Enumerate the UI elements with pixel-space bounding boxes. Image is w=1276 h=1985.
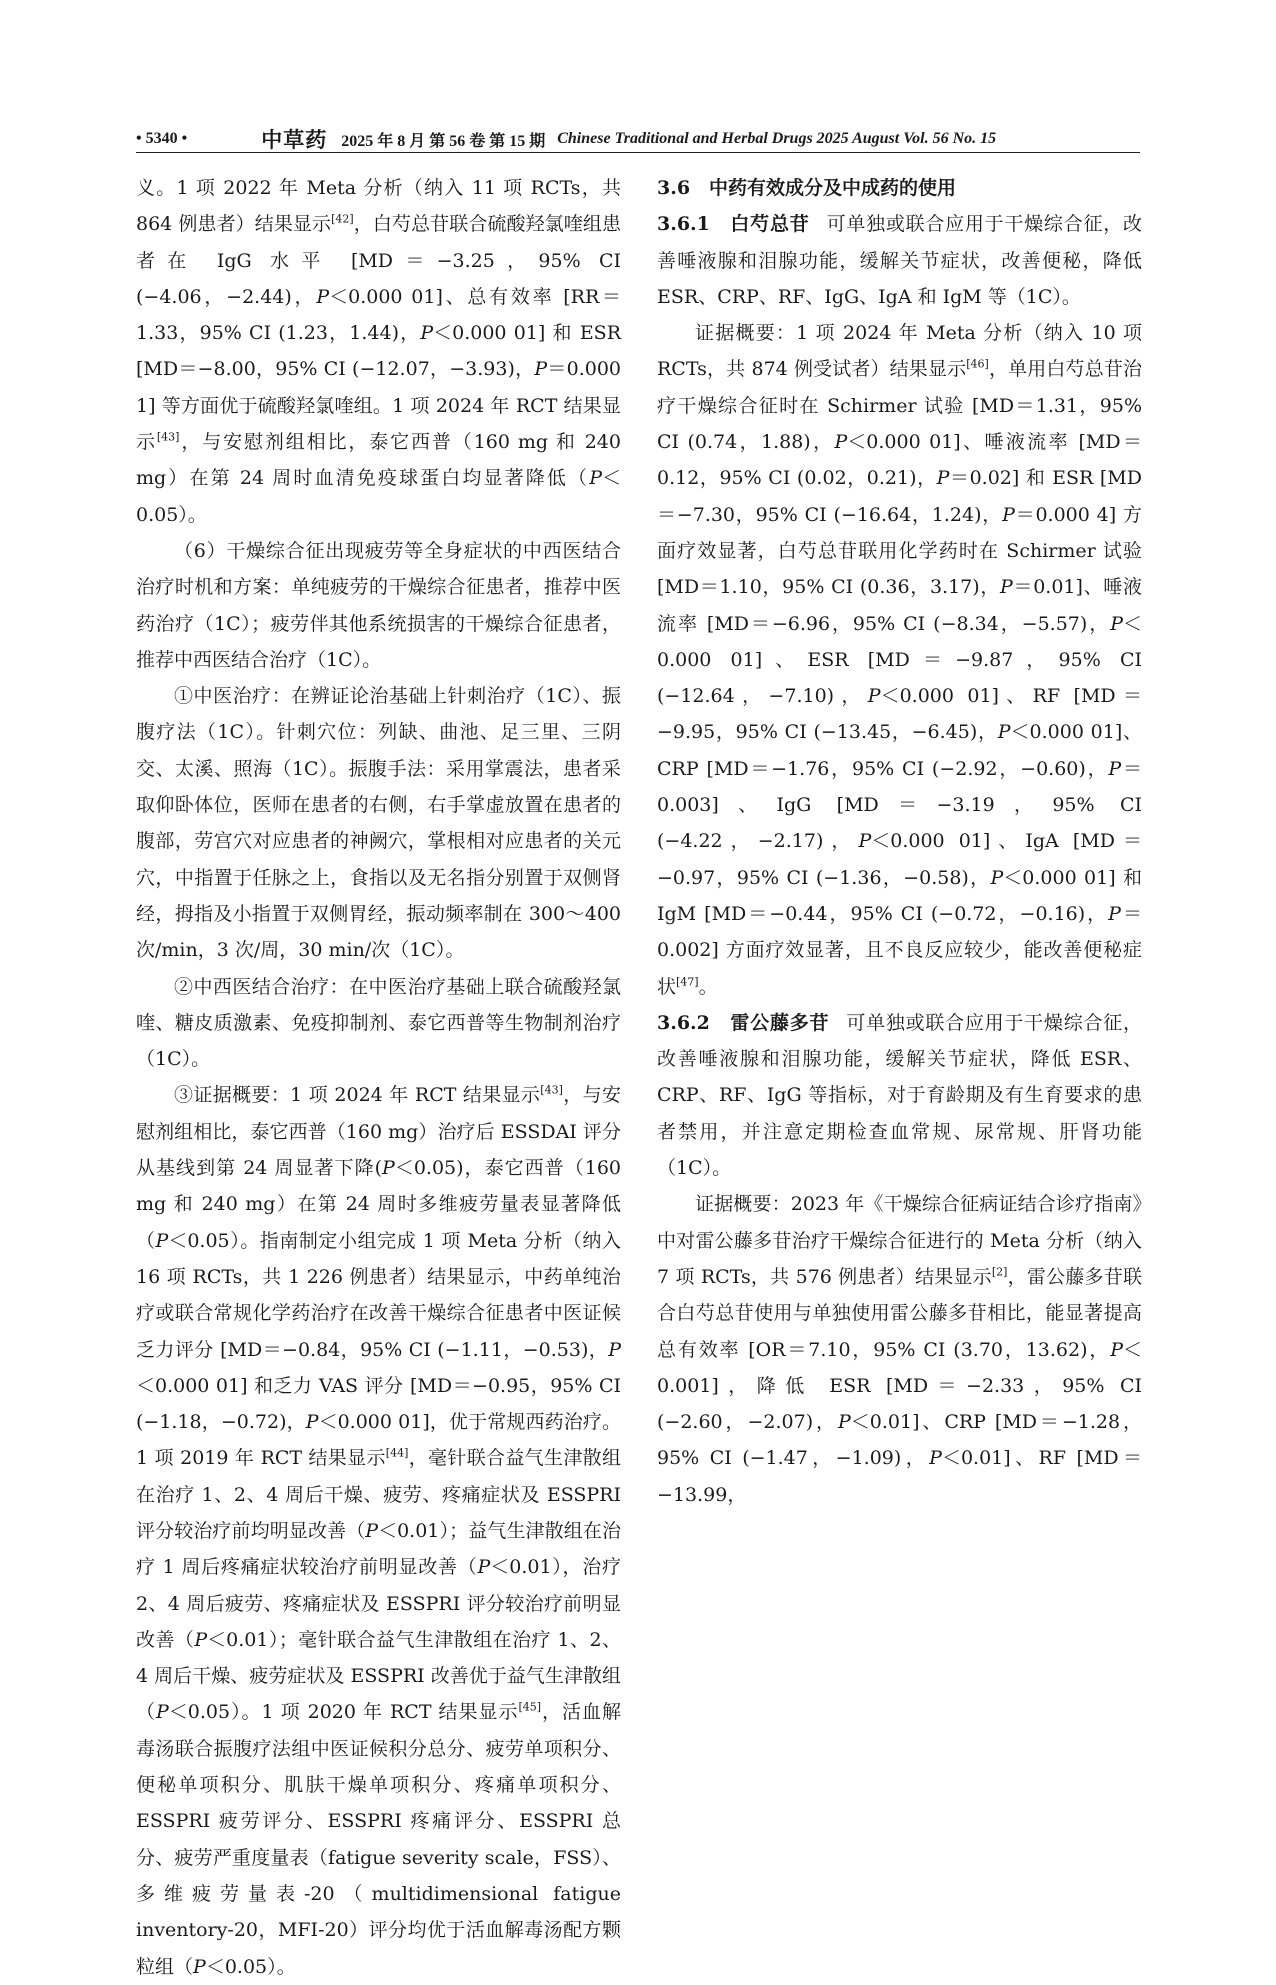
subsection-title: 3.6.2 雷公藤多苷	[657, 1011, 830, 1034]
recommendation-fatigue: （6）干燥综合征出现疲劳等全身症状的中西医结合治疗时机和方案：单纯疲劳的干燥综合征患者，推荐中医药治疗（1C）；疲劳伴其他系统损害的干燥综合征患者，推荐中西医结合治疗（1C）。	[136, 539, 621, 671]
running-header	[136, 126, 1140, 152]
citation-ref[interactable]: [43]	[540, 1084, 563, 1098]
section-heading-3-6: 3.6 中药有效成分及中成药的使用	[657, 177, 957, 199]
journal-title-en: Chinese Traditional and Herbal Drugs 2025 August Vol. 56 No. 15	[557, 130, 997, 147]
journal-logo: 中草药	[261, 128, 328, 152]
page-number: • 5340 •	[136, 130, 188, 147]
left-column	[136, 170, 621, 1985]
paragraph-meta-hcq: 义。1 项 2022 年 Meta 分析（纳入 11 项 RCTs，共 864 例患者）结果显示[42]，白芍总苷联合硫酸羟氯喹组患者在 IgG 水平 [MD＝−3.25，95% CI (−4.06，−2.44)，P＜0.000 01]、总有效率 [RR＝1.33，95% CI (1.23，1.44)，P＜0.000 01] 和 ESR [MD＝−8.00，95% CI (−12.07，−3.93)，P＝0.000 1] 等方面优于硫酸羟氯喹组。1 项 2024 年 RCT 结果显示[43]，与安慰剂组相比，泰它西普（160 mg 和 240 mg）在第 24 周时血清免疫球蛋白均显著降低（P＜0.05）。	[136, 177, 622, 526]
right-column	[657, 170, 1142, 1513]
citation-ref[interactable]: [45]	[518, 1701, 542, 1715]
header-rule	[136, 152, 1140, 153]
paragraph-integrated-treatment: ②中西医结合治疗：在中医治疗基础上联合硫酸羟氯喹、糖皮质激素、免疫抑制剂、泰它西普等生物制剂治疗（1C）。	[136, 975, 621, 1071]
subsection-3-6-1: 3.6.1 白芍总苷 可单独或联合应用于干燥综合征，改善唾液腺和泪腺功能，缓解关节症状，改善便秘，降低 ESR、CRP、RF、IgG、IgA 和 IgM 等（1C）。	[657, 213, 1142, 308]
citation-ref[interactable]: [44]	[385, 1447, 409, 1461]
subsection-3-6-2: 3.6.2 雷公藤多苷 可单独或联合应用于干燥综合征，改善唾液腺和泪腺功能，缓解关节症状，降低 ESR、CRP、RF、IgG 等指标，对于育龄期及有生育要求的患者禁用，并注意定期检查血常规、尿常规、肝肾功能（1C）。	[657, 1011, 1142, 1180]
citation-ref[interactable]: [42]	[331, 212, 354, 226]
citation-ref[interactable]: [47]	[676, 975, 699, 989]
paragraph-evidence-paeoniflorin: 证据概要：1 项 2024 年 Meta 分析（纳入 10 项 RCTs，共 874 例受试者）结果显示[46]，单用白芍总苷治疗干燥综合征时在 Schirmer 试验 [MD＝1.31，95% CI (0.74，1.88)，P＜0.000 01]、唾液流率 [MD＝0.12，95% CI (0.02，0.21)，P＝0.02] 和 ESR [MD＝−7.30，95% CI (−16.64，1.24)，P＝0.000 4] 方面疗效显著，白芍总苷联用化学药时在 Schirmer 试验 [MD＝1.10，95% CI (0.36，3.17)，P＝0.01]、唾液流率 [MD＝−6.96，95% CI (−8.34，−5.57)，P＜0.000 01]、ESR [MD＝−9.87，95% CI (−12.64，−7.10)，P＜0.000 01]、RF [MD＝−9.95，95% CI (−13.45，−6.45)，P＜0.000 01]、CRP [MD＝−1.76，95% CI (−2.92，−0.60)，P＝0.003]、IgG [MD＝−3.19，95% CI (−4.22，−2.17)，P＜0.000 01]、IgA [MD＝−0.97，95% CI (−1.36，−0.58)，P＜0.000 01] 和 IgM [MD＝−0.44，95% CI (−0.72，−0.16)，P＝0.002] 方面疗效显著，且不良反应较少，能改善便秘症状[47]。	[657, 322, 1142, 998]
paragraph-evidence-summary: ③证据概要：1 项 2024 年 RCT 结果显示[43]，与安慰剂组相比，泰它西普（160 mg）治疗后 ESSDAI 评分从基线到第 24 周显著下降(P＜0.05)，泰它西普（160 mg 和 240 mg）在第 24 周时多维疲劳量表显著降低（P＜0.05）。指南制定小组完成 1 项 Meta 分析（纳入 16 项 RCTs，共 1 226 例患者）结果显示，中药单纯治疗或联合常规化学药治疗在改善干燥综合征患者中医证候乏力评分 [MD＝−0.84，95% CI (−1.11，−0.53)，P＜0.000 01] 和乏力 VAS 评分 [MD＝−0.95，95% CI (−1.18，−0.72)，P＜0.000 01]，优于常规西药治疗。1 项 2019 年 RCT 结果显示[44]，毫针联合益气生津散组在治疗 1、2、4 周后干燥、疲劳、疼痛症状及 ESSPRI 评分较治疗前均明显改善（P＜0.01）；益气生津散组在治疗 1 周后疼痛症状较治疗前明显改善（P＜0.01），治疗 2、4 周后疲劳、疼痛症状及 ESSPRI 评分较治疗前明显改善（P＜0.01）；毫针联合益气生津散组在治疗 1、2、4 周后干燥、疲劳症状及 ESSPRI 改善优于益气生津散组（P＜0.05）。1 项 2020 年 RCT 结果显示[45]，活血解毒汤联合振腹疗法组中医证候积分总分、疲劳单项积分、便秘单项积分、肌肤干燥单项积分、疼痛单项积分、ESSPRI 疲劳评分、ESSPRI 疼痛评分、ESSPRI 总分、疲劳严重度量表（fatigue severity scale，FSS）、多维疲劳量表-20（multidimensional fatigue inventory-20，MFI-20）评分均优于活血解毒汤配方颗粒组（P＜0.05）。	[136, 1084, 622, 1978]
citation-ref[interactable]: [43]	[156, 430, 180, 444]
paragraph-tcm-treatment: ①中医治疗：在辨证论治基础上针刺治疗（1C）、振腹疗法（1C）。针刺穴位：列缺、曲池、足三里、三阴交、太溪、照海（1C）。振腹手法：采用掌震法，患者采取仰卧体位，医师在患者的右侧，右手掌虚放置在患者的腹部，劳宫穴对应患者的神阙穴，掌根相对应患者的关元穴，中指置于任脉之上，食指以及无名指分别置于双侧肾经，拇指及小指置于双侧胃经，振动频率制在 300～400 次/min，3 次/周，30 min/次（1C）。	[136, 685, 621, 962]
citation-ref[interactable]: [2]	[991, 1265, 1008, 1279]
issue-info-cn: 2025 年 8 月 第 56 卷 第 15 期	[341, 132, 546, 150]
subsection-title: 3.6.1 白芍总苷	[657, 213, 810, 236]
paragraph-evidence-tripterygium: 证据概要：2023 年《干燥综合征病证结合诊疗指南》中对雷公藤多苷治疗干燥综合征进行的 Meta 分析（纳入 7 项 RCTs，共 576 例患者）结果显示[2]，雷公藤多苷联合白芍总苷使用与单独使用雷公藤多苷相比，能显著提高总有效率 [OR＝7.10，95% CI (3.70，13.62)，P＜0.001]，降低 ESR [MD＝−2.33，95% CI (−2.60，−2.07)，P＜0.01]、CRP [MD＝−1.28，95% CI (−1.47，−1.09)，P＜0.01]、RF [MD＝−13.99，	[657, 1193, 1142, 1506]
citation-ref[interactable]: [46]	[966, 358, 989, 372]
